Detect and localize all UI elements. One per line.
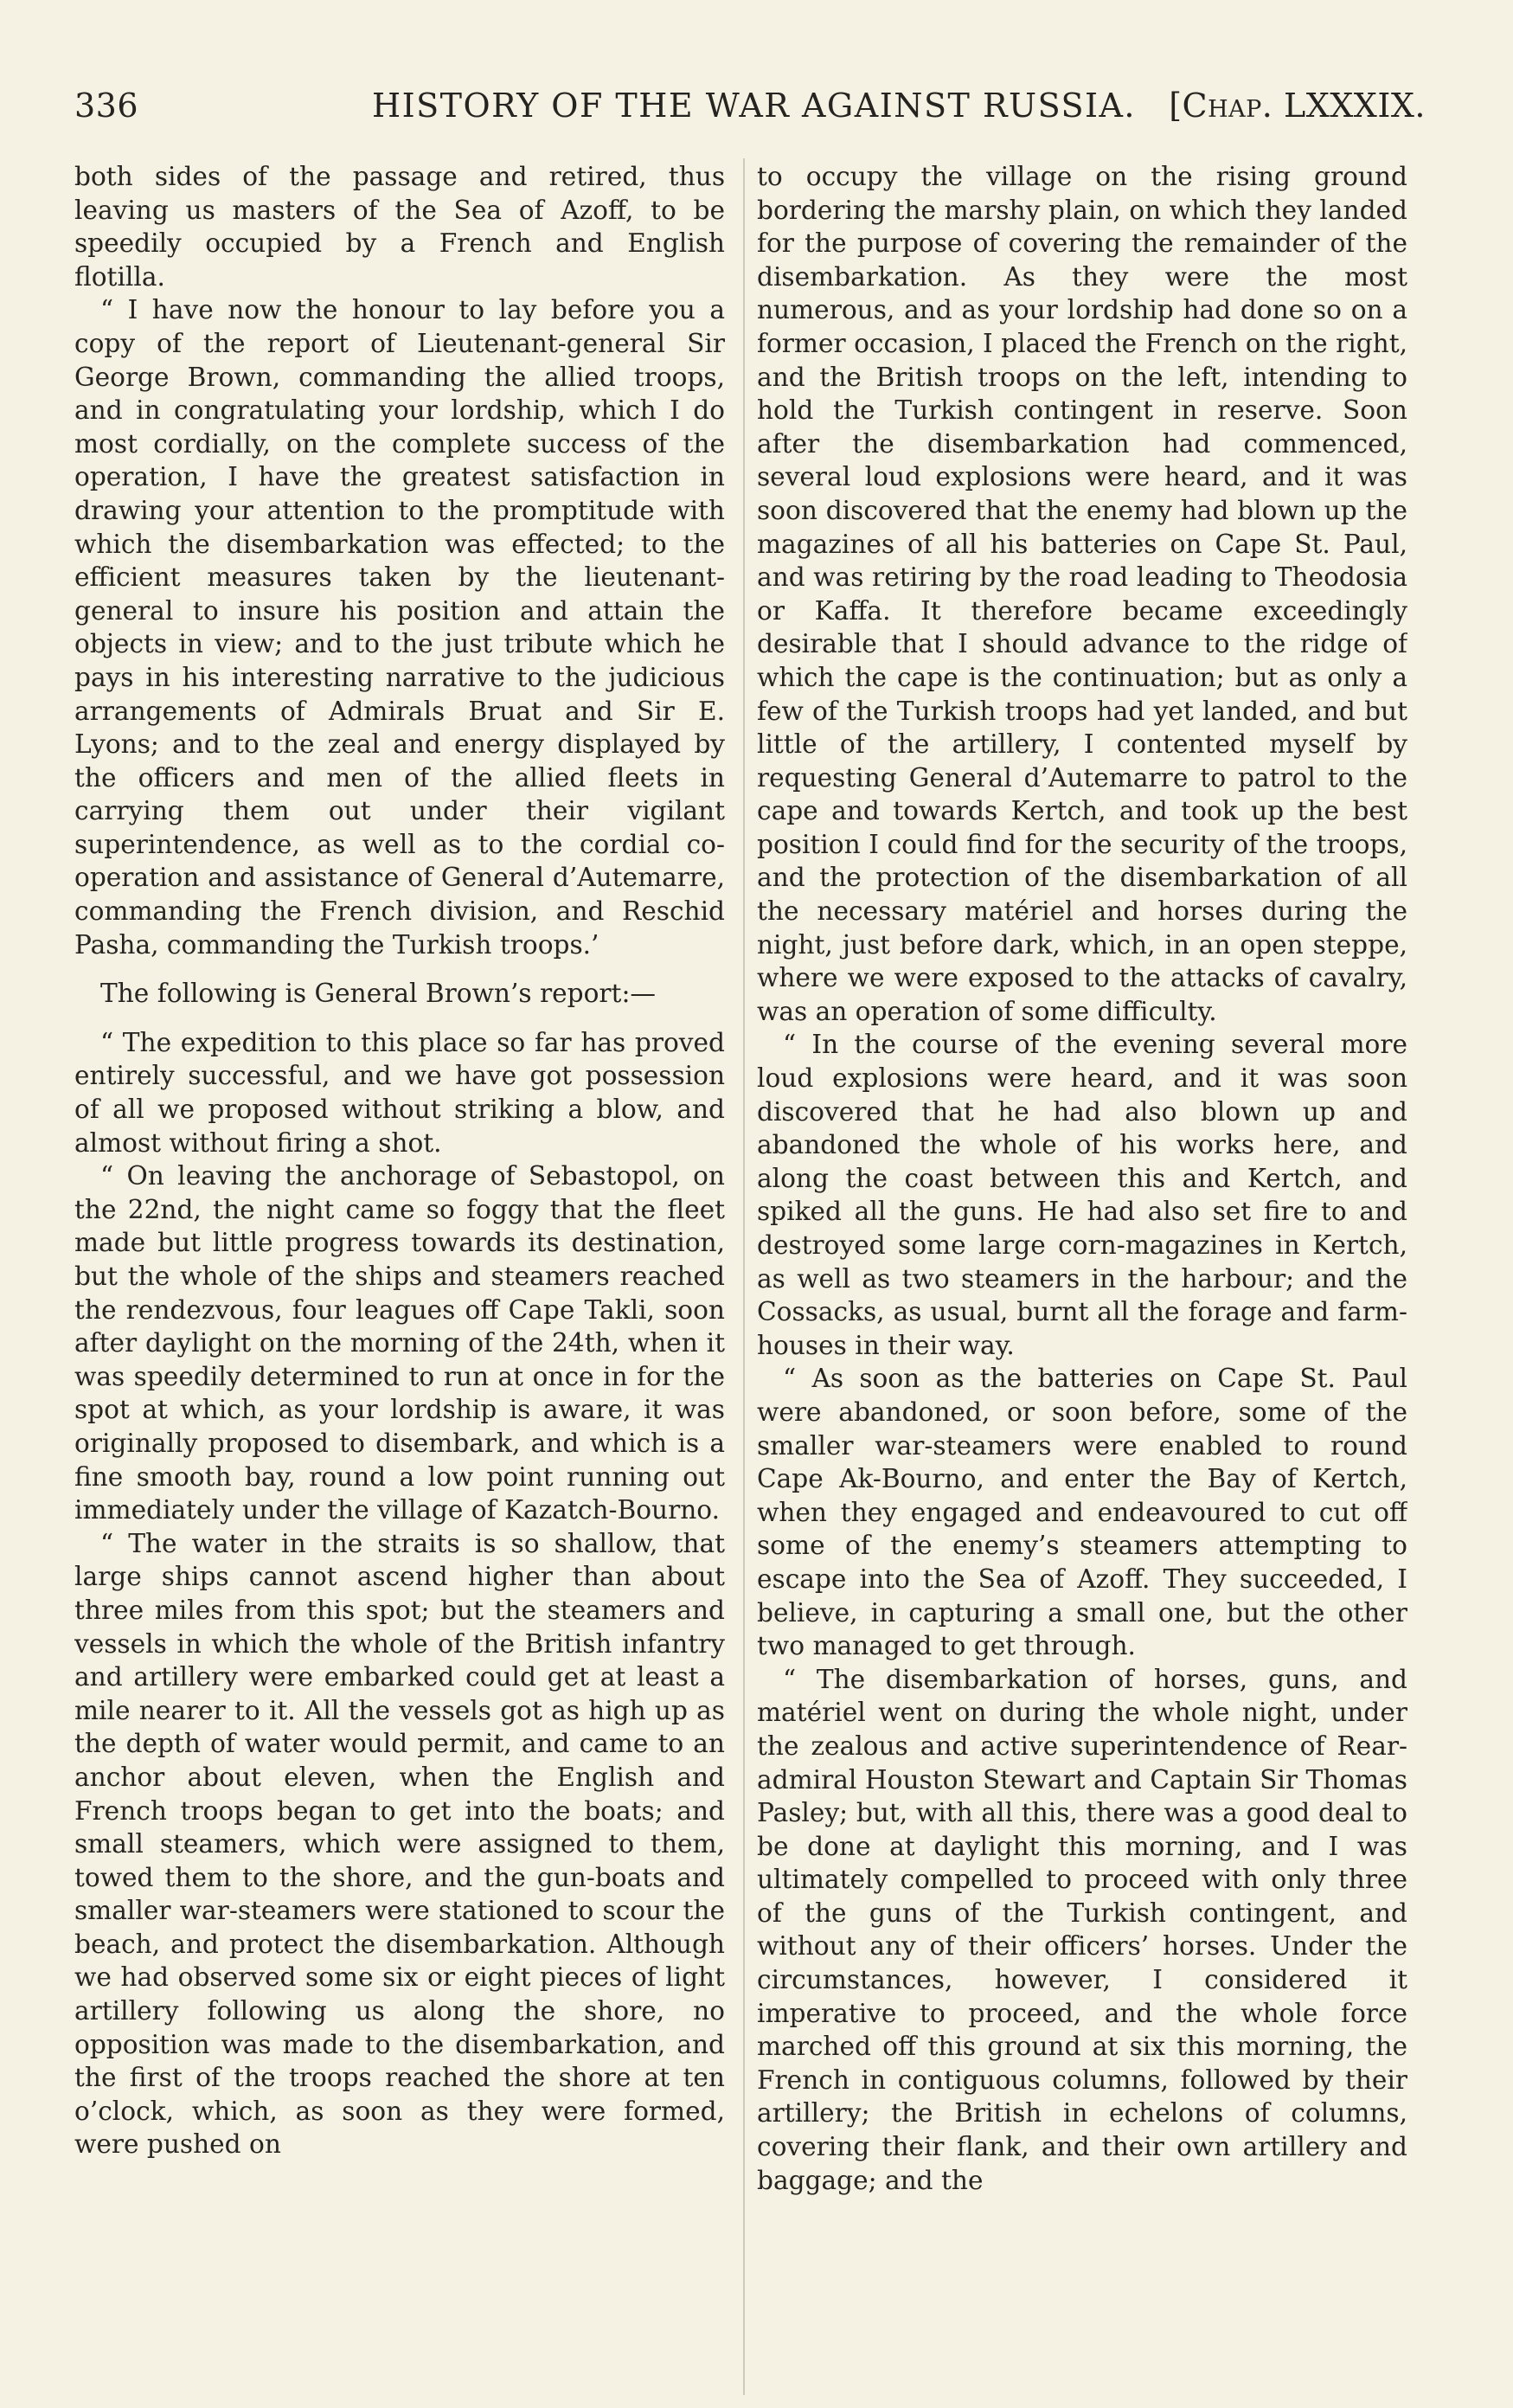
paragraph: both sides of the passage and retired, thus leaving us masters of the Sea of Azoff, to be speedily occupied by a French and English flotilla.	[74, 162, 725, 292]
paragraph: “ On leaving the anchorage of Sebastopol, on the 22nd, the night came so foggy that the fleet made but little progress towards its destination, but the whole of the ships and steamers reached the rendezvous, four leagues off Cape Takli, soon after daylight on the morning of the 24th, when it was speedily determined to run at once in for the spot at which, as your lordship is aware, it was originally proposed to disembark, and which is a fine smooth bay, round a low point running out immediately under the village of Kazatch-Bourno.	[74, 1161, 725, 1525]
paragraph: “ The disembarkation of horses, guns, and matériel went on during the whole night, under the zealous and active superintendence of Rear-admiral Houston Stewart and Captain Sir Thomas Pasley; but, with all this, there was a good deal to be done at daylight this morning, and I was ultimately compelled to proceed with only three of the guns of the Turkish contingent, and without any of their officers’ horses. Under the circumstances, however, I considered it imperative to proceed, and the whole force marched off this ground at six this morning, the French in contiguous columns, followed by their artillery; the British in echelons of columns, covering their flank, and their own artillery and baggage; and the	[757, 1664, 1407, 2195]
running-head	[74, 83, 1426, 128]
paragraph: to occupy the village on the rising ground bordering the marshy plain, on which they landed for the purpose of covering the remainder of the disembarkation. As they were the most numerous, and as your lordship had done so on a former occasion, I placed the French on the right, and the British troops on the left, intending to hold the Turkish contingent in reserve. Soon after the disembarkation had commenced, several loud explosions were heard, and it was soon discovered that the enemy had blown up the magazines of all his batteries on Cape St. Paul, and was retiring by the road leading to Theodosia or Kaffa. It therefore became exceedingly desirable that I should advance to the ridge of which the cape is the continuation; but as only a few of the Turkish troops had yet landed, and but little of the artillery, I contented myself by requesting General d’Autemarre to patrol to the cape and towards Kertch, and took up the best position I could find for the security of the troops, and the protection of the disembarkation of all the necessary matériel and horses during the night, just before dark, which, in an open steppe, where we were exposed to the attacks of cavalry, was an operation of some difficulty.	[757, 162, 1407, 1026]
paragraph: The following is General Brown’s report:—	[100, 979, 657, 1009]
right-column	[757, 160, 1407, 2401]
page-number: 336	[74, 87, 139, 125]
paragraph: “ The water in the straits is so shallow, that large ships cannot ascend higher than about three miles from this spot; but the steamers and vessels in which the whole of the British infantry and artillery were embarked could get at least a mile nearer to it. All the vessels got as high up as the depth of water would permit, and came to an anchor about eleven, when the English and French troops began to get into the boats; and small steamers, which were assigned to them, towed them to the shore, and the gun-boats and smaller war-steamers were stationed to scour the beach, and protect the disembarkation. Although we had observed some six or eight pieces of light artillery following us along the shore, no opposition was made to the disembarkation, and the first of the troops reached the shore at ten o’clock, which, as soon as they were formed, were pushed on	[74, 1528, 725, 2160]
paragraph: “ In the course of the evening several more loud explosions were heard, and it was soon discovered that he had also blown up and abandoned the whole of his works here, and along the coast between this and Kertch, and spiked all the guns. He had also set fire to and destroyed some large corn-magazines in Kertch, as well as two steamers in the harbour; and the Cossacks, as usual, burnt all the forage and farm-houses in their way.	[757, 1030, 1407, 1360]
book-title: HISTORY OF THE WAR AGAINST RUSSIA.	[372, 87, 1137, 125]
paragraph: “ The expedition to this place so far has proved entirely successful, and we have got possession of all we proposed without striking a blow, and almost without firing a shot.	[74, 1027, 725, 1158]
paragraph: “ As soon as the batteries on Cape St. Paul were abandoned, or soon before, some of the smaller war-steamers were enabled to round Cape Ak-Bourno, and enter the Bay of Kertch, when they engaged and endeavoured to cut off some of the enemy’s steamers attempting to escape into the Sea of Azoff. They succeeded, I believe, in capturing a small one, but the other two managed to get through.	[757, 1364, 1407, 1661]
chapter-label: [Chap. LXXXIX.	[1169, 87, 1426, 125]
paragraph: “ I have now the honour to lay before you a copy of the report of Lieutenant-general Sir George Brown, commanding the allied troops, and in congratulating your lordship, which I do most cordially, on the complete success of the operation, I have the greatest satisfaction in drawing your attention to the promptitude with which the disembarkation was effected; to the efficient measures taken by the lieutenant-general to insure his position and attain the objects in view; and to the just tribute which he pays in his interesting narrative to the judicious arrangements of Admirals Bruat and Sir E. Lyons; and to the zeal and energy displayed by the officers and men of the allied fleets in carrying them out under their vigilant superintendence, as well as to the cordial cooperation and assistance of General d’Autemarre, commanding the French division, and Reschid Pasha, commanding the Turkish troops.’	[74, 295, 725, 960]
left-column	[74, 160, 725, 2401]
column-divider	[743, 158, 745, 2395]
